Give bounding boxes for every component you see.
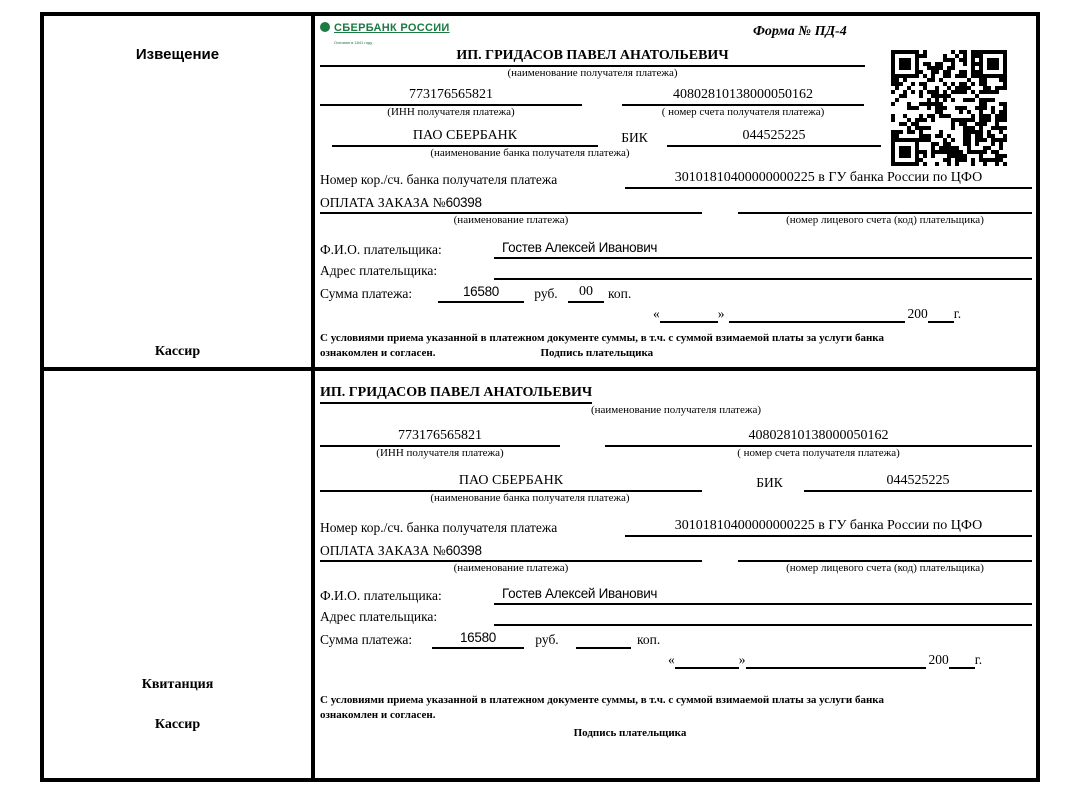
recipient-inn-value: 773176565821	[320, 86, 582, 106]
recipient-name: ИП. ГРИДАСОВ ПАВЕЛ АНАТОЛЬЕВИЧ	[320, 46, 865, 67]
payment-name-caption-2: (наименование платежа)	[453, 562, 569, 574]
agreement-line1: С условиями приема указанной в платежном документе суммы, в т.ч. с суммой взимаемой платы за услуги банка	[320, 332, 884, 344]
sberbank-logo	[320, 21, 450, 45]
payer-address-line	[494, 278, 1032, 280]
agreement-line1-2: С условиями приема указанной в платежном документе суммы, в т.ч. с суммой взимаемой платы за услуги банка	[320, 694, 884, 706]
order-number: 60398	[445, 195, 482, 210]
inn-caption-2: (ИНН получателя платежа)	[376, 447, 504, 459]
signature-label-top: Подпись плательщика	[540, 346, 654, 359]
date-month-line-2	[746, 667, 926, 669]
date-close-quote-2: »	[738, 652, 746, 667]
kop-label-2: коп.	[637, 632, 661, 647]
amount-kop-value: 00	[568, 283, 604, 303]
personal-account-caption: (номер лицевого счета (код) плательщика)	[786, 214, 984, 226]
recipient-name-2: ИП. ГРИДАСОВ ПАВЕЛ АНАТОЛЬЕВИЧ	[320, 383, 592, 404]
sberbank-logo-subtext: Основан в 1841 году	[334, 40, 373, 45]
payment-purpose-prefix-2: ОПЛАТА ЗАКАЗА №	[320, 543, 446, 558]
payment-purpose-line-2	[320, 542, 702, 562]
payment-purpose-line	[320, 194, 702, 214]
order-number-2: 60398	[445, 543, 482, 558]
payer-fio-value-2: Гостев Алексей Иванович	[502, 586, 658, 601]
receipt-left-cell	[44, 371, 315, 778]
form-type-label: Форма № ПД-4	[753, 24, 847, 39]
amount-rub-value: 16580	[462, 284, 500, 299]
notice-left-cell	[44, 16, 315, 371]
payment-purpose-prefix: ОПЛАТА ЗАКАЗА №	[320, 195, 446, 210]
date-open-quote-2: «	[668, 652, 675, 667]
date-year-line	[928, 321, 954, 323]
payer-fio-label: Ф.И.О. плательщика:	[320, 242, 442, 257]
date-year-prefix: 200	[907, 306, 928, 321]
inn-caption: (ИНН получателя платежа)	[387, 106, 515, 118]
qr-code	[891, 50, 1007, 166]
form-header	[320, 18, 1032, 46]
payer-fio-line-2	[494, 585, 1032, 605]
date-month-line	[729, 321, 905, 323]
bik-label: БИК	[621, 130, 648, 145]
corr-account-value: 30101810400000000225 в ГУ банка России по ЦФО	[625, 169, 1032, 189]
payer-address-label: Адрес плательщика:	[320, 263, 438, 278]
amount-kop-line-2	[576, 647, 631, 649]
recipient-account-value: 40802810138000050162	[622, 86, 864, 106]
date-day-line-2	[675, 667, 739, 669]
corr-account-value-2: 30101810400000000225 в ГУ банка России по ЦФО	[625, 517, 1032, 537]
amount-label: Сумма платежа:	[320, 286, 413, 301]
cashier-label-top: Кассир	[154, 344, 201, 359]
account-caption-2: ( номер счета получателя платежа)	[737, 447, 900, 459]
recipient-name-caption-2: (наименование получателя платежа)	[590, 404, 762, 416]
bank-name-value: ПАО СБЕРБАНК	[332, 127, 598, 147]
rub-label-2: руб.	[535, 632, 559, 647]
bank-name-caption: (наименование банка получателя платежа)	[430, 147, 630, 159]
payer-fio-value: Гостев Алексей Иванович	[502, 240, 658, 255]
date-year-suffix: г.	[953, 306, 962, 321]
payer-fio-label-2: Ф.И.О. плательщика:	[320, 588, 442, 603]
payer-fio-line	[494, 239, 1032, 259]
agreement-line2: ознакомлен и согласен.	[320, 346, 436, 359]
receipt-form-section	[315, 371, 1036, 778]
payer-address-label-2: Адрес плательщика:	[320, 609, 438, 624]
recipient-name-caption: (наименование получателя платежа)	[507, 67, 678, 79]
kop-label: коп.	[608, 286, 632, 301]
bik-label-2: БИК	[756, 475, 783, 490]
signature-label-bottom: Подпись плательщика	[573, 727, 687, 739]
recipient-account-value-2: 40802810138000050162	[605, 427, 1032, 447]
corr-account-label-2: Номер кор./сч. банка получателя платежа	[320, 520, 558, 535]
amount-rub-line-2	[432, 629, 524, 649]
account-caption: ( номер счета получателя платежа)	[661, 106, 825, 118]
sberbank-logo-icon	[320, 22, 330, 32]
amount-rub-value-2: 16580	[459, 630, 497, 645]
pd4-form-table	[40, 12, 1040, 782]
rub-label: руб.	[534, 286, 558, 301]
bank-name-caption-2: (наименование банка получателя платежа)	[430, 492, 630, 504]
agreement-line2-2: ознакомлен и согласен.	[320, 708, 436, 721]
corr-account-label: Номер кор./сч. банка получателя платежа	[320, 172, 558, 187]
sberbank-logo-text: СБЕРБАНК РОССИИ	[334, 22, 450, 34]
notice-label: Извещение	[135, 46, 220, 63]
date-year-prefix-2: 200	[928, 652, 949, 667]
date-open-quote: «	[653, 306, 660, 321]
payment-name-caption: (наименование платежа)	[453, 214, 569, 226]
bik-value: 044525225	[667, 127, 881, 147]
payer-address-line-2	[494, 624, 1032, 626]
date-year-suffix-2: г.	[974, 652, 983, 667]
date-close-quote: »	[717, 306, 725, 321]
personal-account-caption-2: (номер лицевого счета (код) плательщика)	[786, 562, 984, 574]
notice-form-section	[315, 16, 1036, 371]
amount-rub-line	[438, 283, 524, 303]
amount-label-2: Сумма платежа:	[320, 632, 413, 647]
cashier-label-bottom: Кассир	[154, 717, 201, 732]
date-year-line-2	[949, 667, 975, 669]
bank-name-value-2: ПАО СБЕРБАНК	[320, 472, 702, 492]
bik-value-2: 044525225	[804, 472, 1032, 492]
receipt-label: Квитанция	[141, 677, 214, 692]
recipient-inn-value-2: 773176565821	[320, 427, 560, 447]
date-day-line	[660, 321, 718, 323]
